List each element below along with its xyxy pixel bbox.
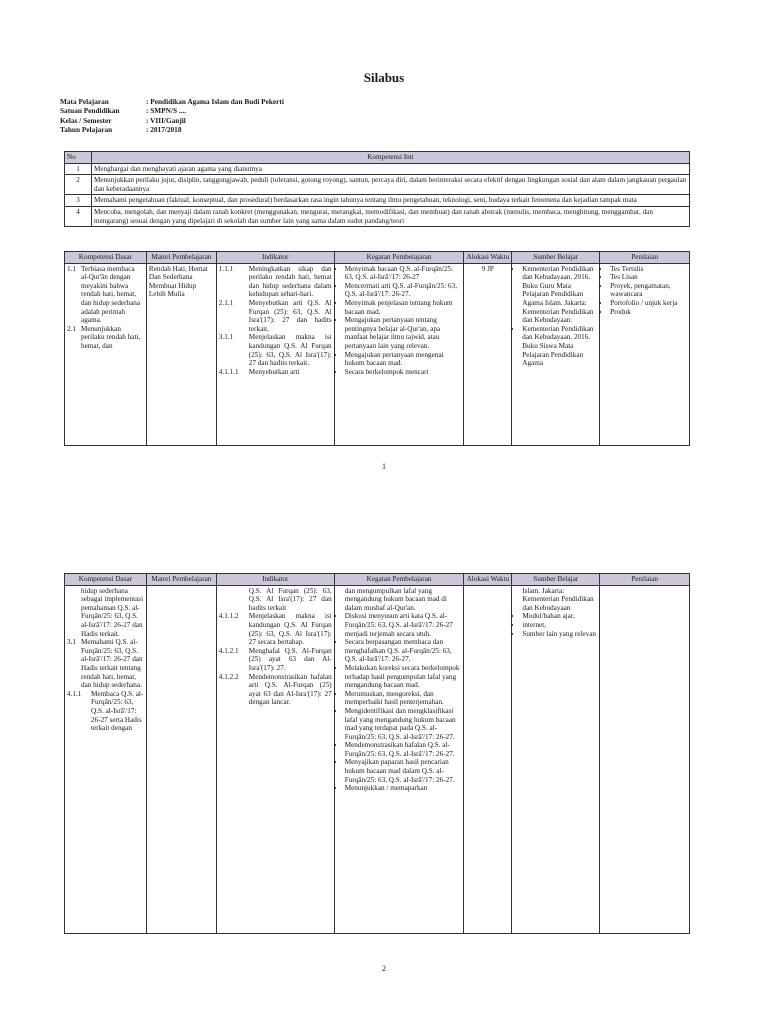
indikator-item xyxy=(219,647,332,673)
list-item: • Mencermati arti Q.S. al-Furqān/25: 63, Q.S. al-Isrā'/17: 26-27. xyxy=(345,282,462,299)
list-item: • Menunjukkan / memaparkan xyxy=(345,784,462,793)
silabus-table-page-1 xyxy=(64,251,690,446)
header-penilaian: Penilaian xyxy=(600,252,690,264)
table-header-row xyxy=(65,574,690,586)
indikator-num: 3.1.1 xyxy=(218,333,234,342)
list-item: • Diskusi menyusun arti kata Q.S. al-Furqān/25: 63, Q.S. al-Isrā'/17: 26-27 menjadi terjemah secara utuh. xyxy=(345,612,462,638)
kegiatan-list xyxy=(337,265,462,377)
indikator-item xyxy=(219,333,332,367)
kd-cell xyxy=(65,585,147,933)
list-item: • Modul/bahan ajar, xyxy=(522,612,597,621)
kd-text: Terbiasa membaca al-Qur'ān dengan meyakini bahwa rendah hati, hemat, dan hidup sederhana adalah perintah agama. xyxy=(81,264,141,325)
list-item: • Kementerian Pendidikan dan Kebudayaan. 2016. Buku Siswa Mata Pelajaran Pendidikan Agama xyxy=(522,325,597,368)
syllabus-meta xyxy=(60,97,284,135)
kd-num: 3.1 xyxy=(67,638,76,647)
indikator-num: 4.1.1.2 xyxy=(218,612,239,621)
meta-key: Satuan Pendidikan xyxy=(60,106,120,116)
table-header-row xyxy=(65,252,690,264)
kd-num: 4.1.1 xyxy=(67,689,82,698)
meta-row xyxy=(60,97,284,106)
penilaian-list xyxy=(602,265,687,317)
penilaian-cell xyxy=(600,585,690,933)
meta-value: : VIII/Ganjil xyxy=(146,115,186,125)
meta-value: : SMPN/S .... xyxy=(146,106,187,116)
indikator-item xyxy=(219,612,332,646)
indikator-text: Menjelaskan makna isi kandungan Q.S. Al Furqan (25): 63, Q.S. Al Isra'(17): 27 secara bertahap. xyxy=(248,612,332,647)
kd-item xyxy=(67,638,144,690)
indikator-num: 4.1.2.1 xyxy=(218,646,239,655)
list-item: • Secara berkelompok mencari xyxy=(345,368,462,377)
table-row xyxy=(65,585,690,933)
kd-continued: hidup sederhana sebagai implementasi pemahaman Q.S. al-Furqān/25: 63, Q.S. al-Isrā'/17: 26-27 dan Hadis terkait. xyxy=(81,586,144,638)
page-gap xyxy=(0,500,768,548)
kd-text: Membaca Q.S. al-Furqān/25: 63, Q.S. al-Isrā'/17: 26-27 serta Hadis terkait dengan xyxy=(91,689,144,733)
list-item: • Mendemonstrasikan hafalan Q.S. al-Furqān/25: 63, Q.S. al-Isrā'/17: 26-27. xyxy=(345,741,462,758)
list-item: • Proyek, pengamatan, wawancara xyxy=(610,282,687,299)
indikator-text: Menghafal Q.S. Al-Furqan (25) ayat 63 dan Al-Isra'(17): 27. xyxy=(248,646,332,672)
page-1 xyxy=(0,0,768,500)
kompetensi-inti-table xyxy=(64,151,690,227)
list-item: • Secara berpasangan membaca dan menghafalkan Q.S. al-Furqān/25: 63, Q.S. al-Isrā'/17: 26-27. xyxy=(345,638,462,664)
ki-text: Menghargai dan menghayati ajaran agama yang dianutnya xyxy=(92,163,690,175)
table-row xyxy=(65,195,690,207)
kegiatan-continued: dan mengumpulkan lafal yang mengandung hukum bacaan mad di dalam mushaf al-Qur'an. xyxy=(344,586,447,612)
meta-row xyxy=(60,106,284,115)
document-title: Silabus xyxy=(363,70,405,85)
table-row xyxy=(65,206,690,226)
table-row xyxy=(65,263,690,445)
meta-row xyxy=(60,125,284,134)
indikator-cell xyxy=(216,263,334,445)
ki-text: Menunjukkan perilaku jujur, disiplin, tanggungjawab, peduli (toleransi, gotong royong), santun, percaya diri, dalam berinteraksi secara efektif dengan lingkungan sosial dan alam dalam jangkauan pergaulan dan keberadaannya xyxy=(92,175,690,195)
table-header-row xyxy=(65,152,690,164)
meta-key: Kelas / Semester xyxy=(60,115,112,125)
alokasi-cell xyxy=(464,585,512,933)
header-indikator: Indikator xyxy=(216,574,334,586)
kd-item xyxy=(67,325,144,351)
ki-no: 2 xyxy=(65,175,92,195)
sumber-cell xyxy=(512,263,600,445)
indikator-num: 1.1.1 xyxy=(218,264,234,273)
header-indikator: Indikator xyxy=(216,252,334,264)
indikator-text: Menjelaskan makna isi kandungan Q.S. Al Furqan (25): 63, Q.S. Al Isra'(17): 27 dan hadits terkait. xyxy=(248,333,332,368)
indikator-continued: Q.S. Al Furqan (25): 63, Q.S. Al Isra'(17): 27 dan hadits terkait xyxy=(248,586,332,612)
list-item: • Melakukan koreksi secara berkelompok terhadap hasil pengumpulan lafal yang mengandung bacaan mad. xyxy=(345,664,462,690)
list-item: • Tes Lisan xyxy=(610,273,687,282)
list-item: • Mengajukan pertanyaan tentang pentingnya belajar al-Qur'an, apa manfaat belajar ilmu tajwid, atau pertanyaan lain yang relevan. xyxy=(345,316,462,350)
indikator-text: Mendemonstrasikan hafalan arti Q.S. Al-Furqan (25) ayat 63 dan Al-Isra'(17): 27 dengan lancar. xyxy=(248,672,332,707)
kd-text: Menunjukkan perilaku rendah hati, hemat, dan xyxy=(81,324,141,350)
sumber-list xyxy=(514,265,597,368)
header-alokasi: Alokasi Waktu xyxy=(464,252,512,264)
kegiatan-list xyxy=(337,612,462,792)
page-number: 2 xyxy=(382,964,386,973)
indikator-item xyxy=(219,673,332,707)
header-materi: Materi Pembelajaran xyxy=(146,252,216,264)
ki-no: 1 xyxy=(65,163,92,175)
penilaian-cell xyxy=(600,263,690,445)
silabus-table-page-2 xyxy=(64,573,690,934)
meta-key: Mata Pelajaran xyxy=(60,97,109,106)
alokasi-cell: 9 JP xyxy=(464,263,512,445)
materi-cell xyxy=(146,585,216,933)
sumber-cell xyxy=(512,585,600,933)
kegiatan-cell xyxy=(334,263,464,445)
ki-no: 3 xyxy=(65,195,92,207)
header-no: No xyxy=(65,152,92,164)
indikator-cell xyxy=(216,585,334,933)
list-item: • internet, xyxy=(522,621,597,630)
kd-cell xyxy=(65,263,147,445)
list-item: • Sumber lain yang relevan xyxy=(522,630,597,639)
indikator-text: Menyebutkan arti Q.S. Al Furqan (25): 63, Q.S. Al Isra'(17): 27 dan hadits terkait. xyxy=(248,298,332,333)
kd-num: 2.1 xyxy=(67,324,76,333)
header-penilaian: Penilaian xyxy=(600,574,690,586)
header-sumber: Sumber Belajar xyxy=(512,574,600,586)
list-item: • Merumuskan, mengoreksi, dan memperbaiki hasil penterjemahan. xyxy=(345,690,462,707)
header-kompetensi-inti: Kompetensi Inti xyxy=(92,152,690,164)
header-alokasi: Alokasi Waktu xyxy=(464,574,512,586)
ki-text: Memahami pengetahuan (faktual, konseptual, dan prosedural) berdasarkan rasa ingin tahunya tentang ilmu pengetahuan, teknologi, seni, budaya terkait fenomena dan kejadian tampak mata xyxy=(92,195,690,207)
meta-value: : 2017/2018 xyxy=(146,125,182,135)
kegiatan-cell xyxy=(334,585,464,933)
kd-item xyxy=(67,690,144,733)
header-kompetensi-dasar: Kompetensi Dasar xyxy=(65,574,147,586)
list-item: • Produk xyxy=(610,308,687,317)
kd-text: Memahami Q.S. al-Furqān/25: 63, Q.S. al-Isrā'/17: 26-27 dan Hadis terkait tentang rendah hati, hemat, dan hidup sederhana. xyxy=(81,638,143,690)
meta-value: : Pendidikan Agama Islam dan Budi Pekerti xyxy=(146,97,284,106)
indikator-num: 4.1.2.2 xyxy=(218,672,239,681)
indikator-text: Meningkatkan sikap dan perilaku rendah hati, hemat dan hidup sederhana dalam kehidupan sehari-hari. xyxy=(248,264,332,299)
header-kegiatan: Kegatan Pembelajaran xyxy=(334,252,464,264)
indikator-num: 2.1.1 xyxy=(218,298,234,307)
indikator-item xyxy=(219,368,332,377)
kd-item xyxy=(67,265,144,325)
list-item: • Menyajikan paparan hasil pencarian hukum bacaan mad dalam Q.S. al-Furqān/25: 63, Q.S. al-Isrā'/17: 26-27. xyxy=(345,758,462,784)
indikator-text: Menyebutkan arti xyxy=(248,367,300,376)
list-item: • Kementerian Pendidikan dan Kebudayaan. 2016. Buku Guru Mata Pelajaran Pendidikan Agama Islam. Jakarta: Kementerian Pendidikan dan Kebudayaan. xyxy=(522,265,597,325)
header-materi: Materi Pembelajaran xyxy=(146,574,216,586)
sumber-list xyxy=(514,612,597,638)
list-item: • Portofolio / unjuk kerja xyxy=(610,299,687,308)
indikator-item xyxy=(219,299,332,333)
kd-num: 1.1 xyxy=(67,264,76,273)
list-item: • Mengajukan pertanyaan mengenai hukum bacaan mad. xyxy=(345,351,462,368)
ki-text: Mencoba, mengolah, dan menyaji dalam ranah konkret (menggunakan, mengurai, merangkai, memodifikasi, dan membuat) dan ranah abstrak (menulis, membaca, menghitung, menggambar, dan mengarang) sesuai dengan yang dipelajari di sekolah dan sumber lain yang sama dalam sudut pandang/teori xyxy=(92,206,690,226)
header-sumber: Sumber Belajar xyxy=(512,252,600,264)
ki-no: 4 xyxy=(65,206,92,226)
table-row xyxy=(65,175,690,195)
meta-row xyxy=(60,116,284,125)
header-kompetensi-dasar: Kompetensi Dasar xyxy=(65,252,147,264)
indikator-item xyxy=(219,265,332,299)
indikator-num: 4.1.1.1 xyxy=(218,367,239,376)
list-item: • Tes Tertulis xyxy=(610,265,687,274)
meta-key: Tahun Pelajaran xyxy=(60,125,113,135)
page-number: 1 xyxy=(382,462,386,471)
list-item: • Menyimak penjelasan tentang hukum bacaan mad. xyxy=(345,299,462,316)
list-item: • Mengidentifikasi dan mengklasifikasi lafal yang mengandung hukum bacaan mad yang terdapat pada Q.S. al-Furqān/25: 63, Q.S. al-Isrā'/17: 26-27. xyxy=(345,707,462,741)
header-kegiatan: Kegatan Pembelajaran xyxy=(334,574,464,586)
list-item: • Menyimak bacaan Q.S. al-Furqān/25: 63, Q.S. al-Isrā'/17: 26-27 xyxy=(345,265,462,282)
sumber-continued: Islam. Jakarta: Kementerian Pendidikan dan Kebudayaan xyxy=(522,586,594,612)
table-row xyxy=(65,163,690,175)
materi-cell: Rendah Hati, Hemat Dan Sederhana Membuat Hidup Lebih Mulia xyxy=(146,263,216,445)
